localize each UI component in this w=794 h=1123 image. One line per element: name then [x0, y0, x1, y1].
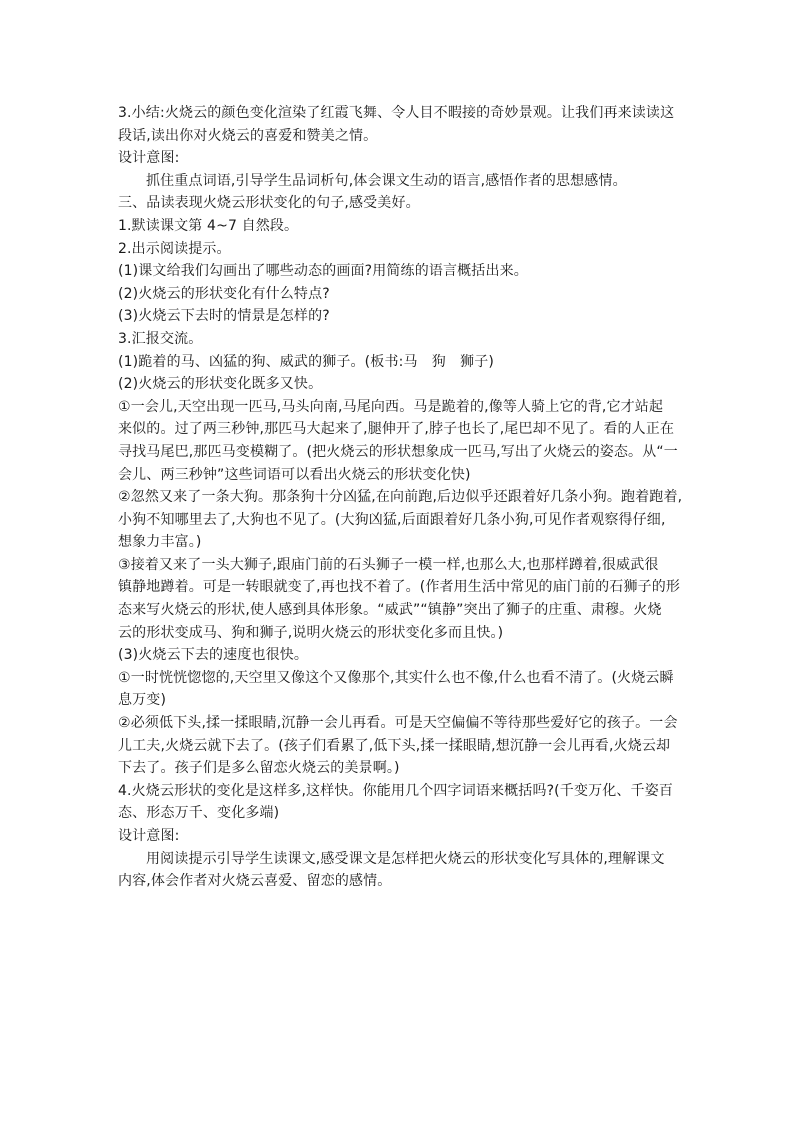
text-line: 儿工夫,火烧云就下去了。(孩子们看累了,低下头,揉一揉眼睛,想沉静一会儿再看,火烧云却	[118, 737, 671, 754]
text-line: (3)火烧云下去时的情景是怎样的?	[118, 308, 330, 325]
text-line: ①一会儿,天空出现一匹马,马头向南,马尾向西。马是跪着的,像等人骑上它的背,它才站起	[118, 398, 664, 415]
text-line: 用阅读提示引导学生读课文,感受课文是怎样把火烧云的形状变化写具体的,理解课文	[146, 850, 665, 867]
text-line: 息万变)	[118, 692, 167, 709]
text-line: (3)火烧云下去的速度也很快。	[118, 647, 309, 664]
text-line: 来似的。过了两三秒钟,那匹马大起来了,腿伸开了,脖子也长了,尾巴却不见了。看的人正在	[118, 421, 675, 438]
text-line: (1)跪着的马、凶猛的狗、威武的狮子。(板书:马 狗 狮子)	[118, 353, 494, 370]
text-line: 态来写火烧云的形状,使人感到具体形象。“威武”“镇静”突出了狮子的庄重、肃穆。火烧	[118, 602, 662, 619]
text-line: 3.汇报交流。	[118, 330, 203, 347]
text-line: 段话,读出你对火烧云的喜爱和赞美之情。	[118, 127, 378, 144]
text-line: (2)火烧云的形状变化有什么特点?	[118, 285, 330, 302]
text-line: 内容,体会作者对火烧云喜爱、留恋的感情。	[118, 873, 392, 890]
text-line: 三、品读表现火烧云形状变化的句子,感受美好。	[118, 195, 420, 212]
text-line: 1.默读课文第 4~7 自然段。	[118, 217, 299, 234]
text-line: (1)课文给我们勾画出了哪些动态的画面?用简练的语言概括出来。	[118, 263, 528, 280]
text-line: 云的形状变成马、狗和狮子,说明火烧云的形状变化多而且快。)	[118, 624, 504, 641]
text-line: ②忽然又来了一条大狗。那条狗十分凶猛,在向前跑,后边似乎还跟着好几条小狗。跑着跑着,	[118, 489, 683, 506]
text-line: 下去了。孩子们是多么留恋火烧云的美景啊。)	[118, 760, 400, 777]
text-line: 镇静地蹲着。可是一转眼就变了,再也找不着了。(作者用生活中常见的庙门前的石狮子的形	[118, 579, 681, 596]
text-line: 抓住重点词语,引导学生品词析句,体会课文生动的语言,感悟作者的思想感情。	[146, 172, 627, 189]
text-line: 设计意图:	[118, 150, 180, 167]
text-line: 3.小结:火烧云的颜色变化渲染了红霞飞舞、令人目不暇接的奇妙景观。让我们再来读读这	[118, 105, 675, 121]
text-line: ③接着又来了一头大狮子,跟庙门前的石头狮子一模一样,也那么大,也那样蹲着,很威武很	[118, 556, 659, 573]
text-line: 小狗不知哪里去了,大狗也不见了。(大狗凶猛,后面跟着好几条小狗,可见作者观察得仔细,	[118, 511, 666, 528]
text-line: 态、形态万千、变化多端)	[118, 805, 280, 822]
text-line: 设计意图:	[118, 828, 180, 844]
text-line: 2.出示阅读提示。	[118, 240, 231, 257]
text-line: 4.火烧云形状的变化是这样多,这样快。你能用几个四字词语来概括吗?(千变万化、千姿百	[118, 782, 673, 799]
text-line: ②必须低下头,揉一揉眼睛,沉静一会儿再看。可是天空偏偏不等待那些爱好它的孩子。一会	[118, 715, 678, 732]
document-page	[118, 102, 684, 893]
text-line: 寻找马尾巴,那匹马变模糊了。(把火烧云的形状想象成一匹马,写出了火烧云的姿态。从“一	[118, 443, 678, 460]
text-line: ①一时恍恍惚惚的,天空里又像这个又像那个,其实什么也不像,什么也看不清了。(火烧云瞬	[118, 669, 674, 686]
text-line: 会儿、两三秒钟”这些词语可以看出火烧云的形状变化快)	[118, 466, 471, 483]
text-line: 想象力丰富。)	[118, 534, 202, 551]
text-line: (2)火烧云的形状变化既多又快。	[118, 376, 323, 393]
